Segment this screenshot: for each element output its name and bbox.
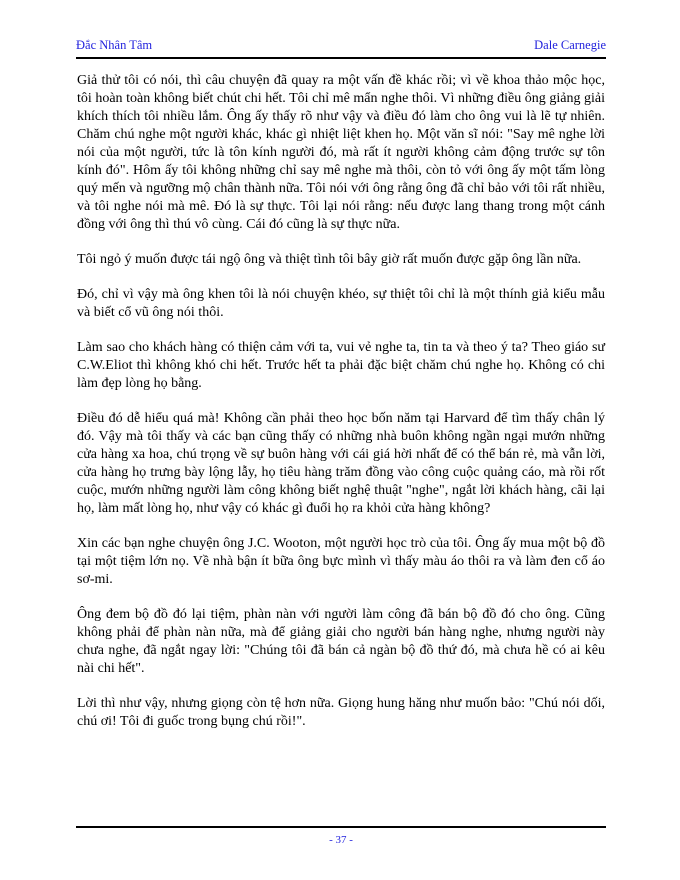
paragraph: Giả thử tôi có nói, thì câu chuyện đã quay ra một vấn đề khác rồi; vì về khoa thảo mộc học, tôi hoàn toàn không biết chút chi hết. Tôi chỉ mê mẩn nghe thôi. Vì những điều ông giảng giải khích thích tôi nhiều lắm. Ông ấy thấy rõ như vậy và điều đó làm cho ông vui là lẽ tự nhiên. Chăm chú nghe một người khác, khác gì nhiệt liệt khen họ. Một văn sĩ nói: "Say mê nghe lời nói của một người, tức là tôn kính người đó, mà rất ít người không cảm động trước sự tôn kính đó". Hôm ấy tôi không những chỉ say mê nghe mà thôi, còn tỏ với ông ấy một tấm lòng quý mến và ngưỡng mộ chân thành nữa. Tôi nói với ông rằng ông đã chỉ bảo với tôi rất nhiều, và tôi nghe nói mà mê. Đó là sự thực. Tôi lại nói rằng: nếu được lang thang trong một cánh đồng với ông thì thú vô cùng. Cái đó cũng là sự thực nữa. xyxy=(77,73,605,232)
author-name: Dale Carnegie xyxy=(534,38,606,52)
paragraph: Đó, chỉ vì vậy mà ông khen tôi là nói chuyện khéo, sự thiệt tôi chỉ là một thính giả kiểu mẫu và biết cổ vũ ông nói thôi. xyxy=(77,287,605,320)
paragraph: Làm sao cho khách hàng có thiện cảm với ta, vui vẻ nghe ta, tin ta và theo ý ta? Theo giáo sư C.W.Eliot thì không khó chi hết. Trước hết ta phải đặc biệt chăm chú nghe họ. Không có chi làm đẹp lòng họ bằng. xyxy=(77,340,605,391)
paragraph: Xin các bạn nghe chuyện ông J.C. Wooton, một người học trò của tôi. Ông ấy mua một bộ đồ tại một tiệm lớn nọ. Về nhà bận ít bữa ông bực mình vì thấy màu áo thôi ra và làm đen cổ áo sơ-mi. xyxy=(77,536,605,587)
paragraph: Ông đem bộ đồ đó lại tiệm, phàn nàn với người làm công đã bán bộ đồ đó cho ông. Cũng không phải để phàn nàn nữa, mà để giảng giải cho người bán hàng nghe, nhưng người này chưa nghe, đã ngắt ngay lời: "Chúng tôi đã bán cả ngàn bộ đồ thứ đó, mà chưa hề có ai kêu nài chi hết". xyxy=(77,607,605,676)
book-title: Đắc Nhân Tâm xyxy=(76,38,153,52)
page-number: - 37 - xyxy=(329,834,353,846)
page-body xyxy=(77,72,605,748)
paragraph: Lời thì như vậy, nhưng giọng còn tệ hơn nữa. Giọng hung hăng như muốn bảo: "Chú nói dối, chú ơi! Tôi đi guốc trong bụng chú rồi!". xyxy=(77,696,605,729)
paragraph: Điều đó dễ hiểu quá mà! Không cần phải theo học bốn năm tại Harvard để tìm thấy chân lý đó. Vậy mà tôi thấy và các bạn cũng thấy có những nhà buôn không ngần ngại mướn những cửa hàng xa hoa, chú trọng về sự buôn hàng với cái giá hời nhất để có thể bán rẻ, mà vẫn lời, cửa hàng họ trưng bày lộng lẫy, họ tiêu hàng trăm đồng vào công cuộc quảng cáo, mà rồi rốt cuộc, mướn những người làm công không biết nghệ thuật "nghe", ngắt lời khách hàng, cãi lại họ, làm mất lòng họ, như vậy có khác gì đuổi họ ra khỏi cửa hàng không? xyxy=(77,411,605,516)
page-footer xyxy=(76,826,606,848)
page-header xyxy=(76,38,606,59)
paragraph: Tôi ngỏ ý muốn được tái ngộ ông và thiệt tình tôi bây giờ rất muốn được gặp ông lần nữa. xyxy=(77,252,582,267)
